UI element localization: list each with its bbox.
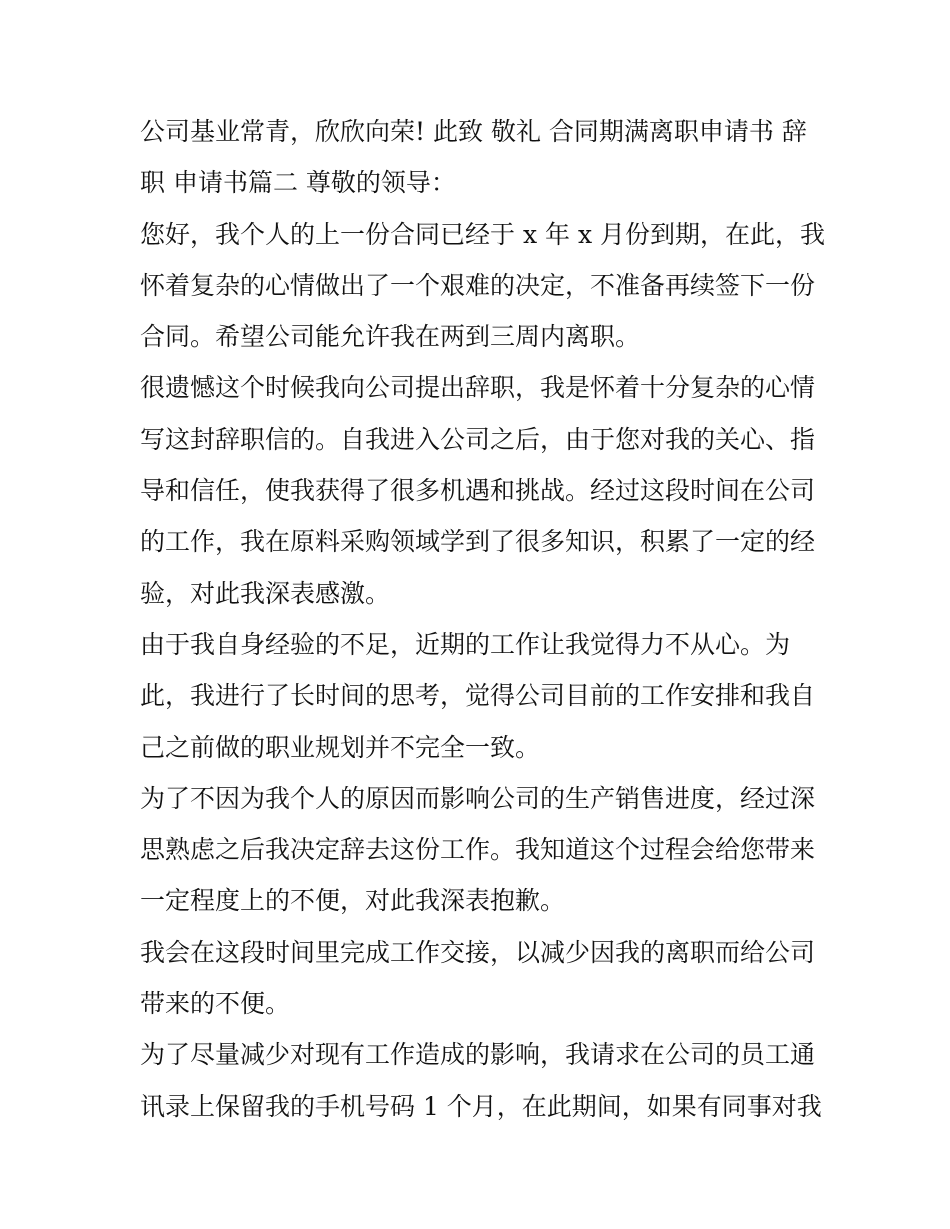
text-line: 写这封辞职信的。自我进入公司之后，由于您对我的关心、指 [140, 424, 816, 454]
text-line: 己之前做的职业规划并不完全一致。 [140, 732, 541, 762]
text-line: 带来的不便。 [140, 989, 291, 1019]
letter-body [140, 106, 825, 1132]
text-line: 合同。希望公司能允许我在两到三周内离职。 [140, 322, 641, 352]
text-line: 此，我进行了长时间的思考，觉得公司目前的工作安排和我自 [140, 681, 816, 711]
text-line: 很遗憾这个时候我向公司提出辞职，我是怀着十分复杂的心情 [140, 373, 816, 403]
text-line: 导和信任，使我获得了很多机遇和挑战。经过这段时间在公司 [140, 476, 816, 506]
text-line: 由于我自身经验的不足，近期的工作让我觉得力不从心。为 [140, 629, 791, 659]
text-line: 为了不因为我个人的原因而影响公司的生产销售进度，经过深 [140, 783, 816, 813]
text-line: 思熟虑之后我决定辞去这份工作。我知道这个过程会给您带来 [140, 835, 816, 865]
text-line: 职 申请书篇二 尊敬的领导： [140, 168, 456, 198]
text-line: 一定程度上的不便，对此我深表抱歉。 [140, 886, 566, 916]
text-line: 的工作，我在原料采购领域学到了很多知识，积累了一定的经 [140, 527, 816, 557]
text-line: 验，对此我深表感激。 [140, 578, 391, 608]
text-line: 怀着复杂的心情做出了一个艰难的决定，不准备再续签下一份 [140, 270, 816, 300]
text-line: 讯录上保留我的手机号码 1 个月，在此期间，如果有同事对我 [140, 1091, 822, 1121]
text-line: 公司基业常青，欣欣向荣! 此致 敬礼 合同期满离职申请书 辞 [140, 117, 807, 146]
text-line: 您好，我个人的上一份合同已经于 x 年 x 月份到期，在此，我 [140, 219, 825, 249]
text-line: 我会在这段时间里完成工作交接，以减少因我的离职而给公司 [140, 937, 816, 967]
text-line: 为了尽量减少对现有工作造成的影响，我请求在公司的员工通 [140, 1040, 816, 1070]
